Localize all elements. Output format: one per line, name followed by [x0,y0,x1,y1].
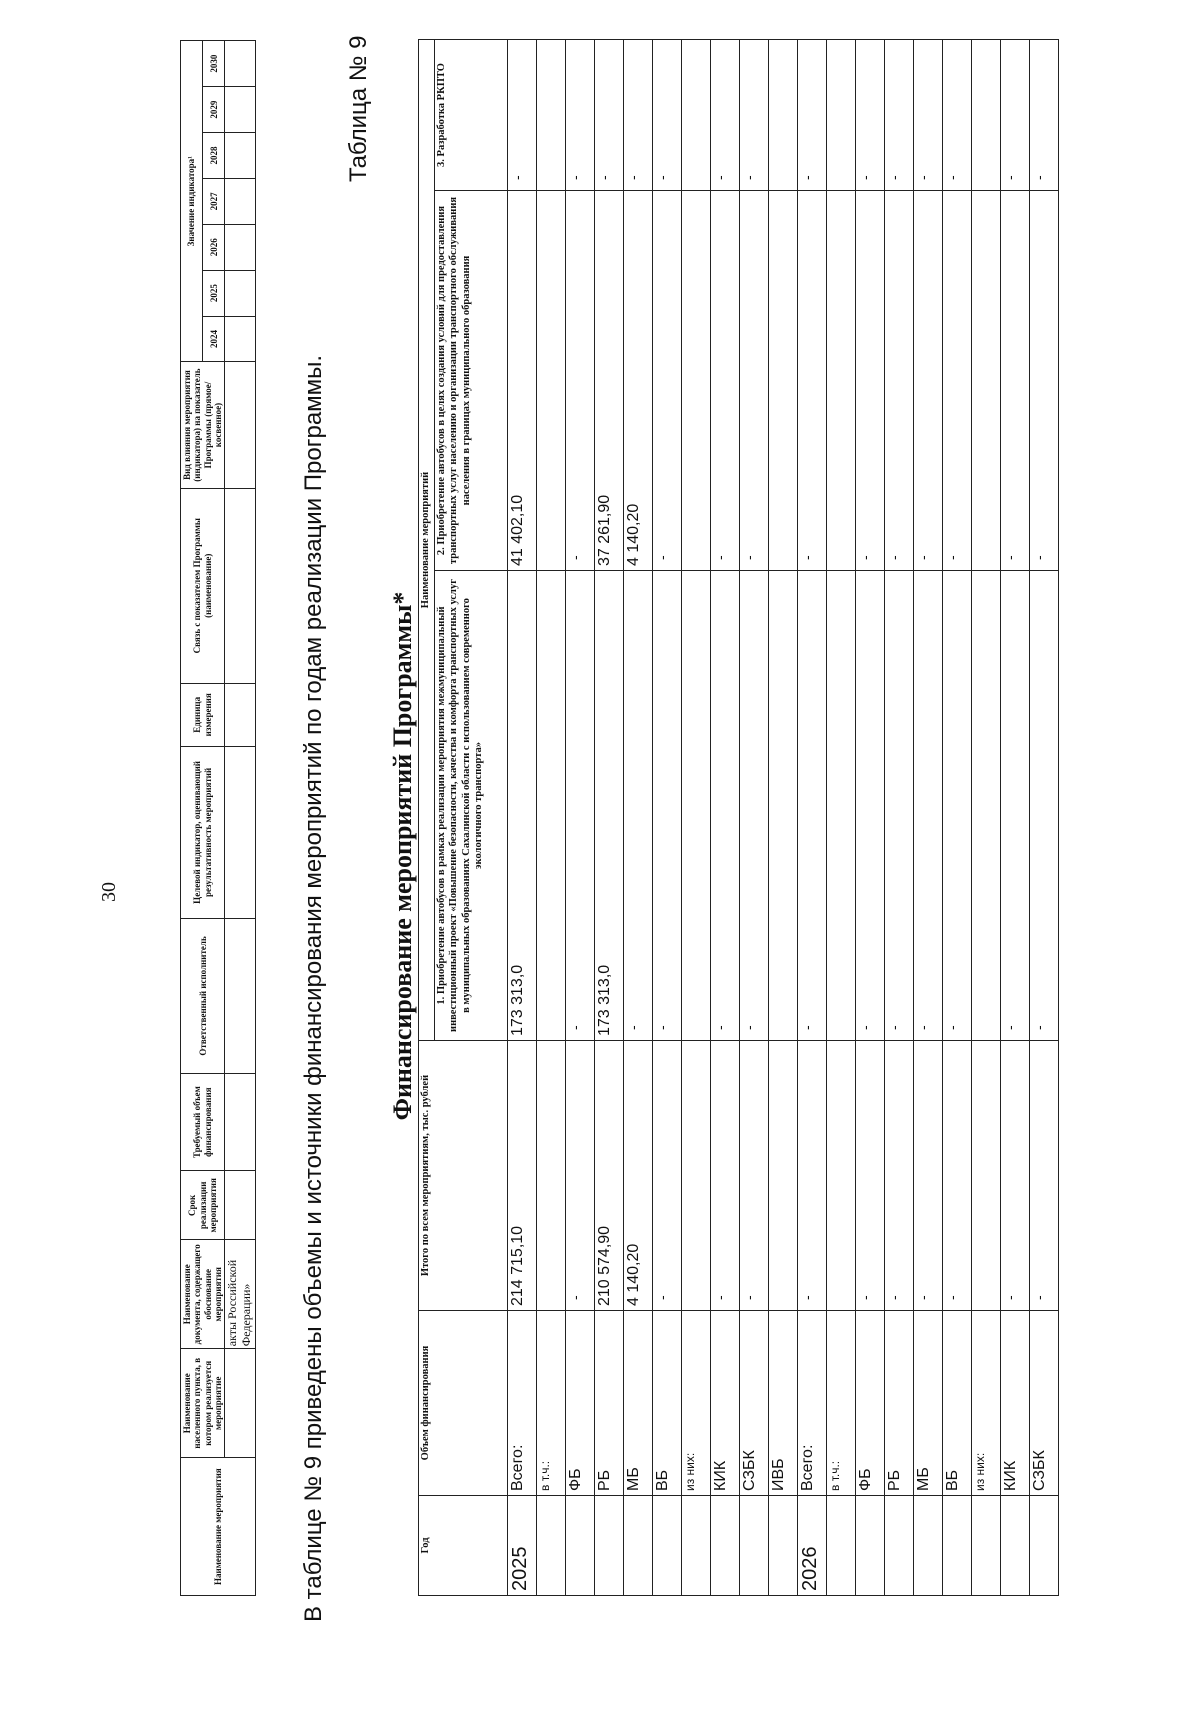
hdr-document: Наименование документа, содержащего обоснование мероприятия [181,1240,225,1349]
source-cell: из них: [681,1311,710,1496]
table-row [565,40,594,1596]
table-row [739,40,768,1596]
event1-cell [536,571,565,1041]
event3-cell: - [913,40,942,191]
total-cell: - [1000,1041,1029,1311]
event3-cell: - [594,40,623,191]
year-cell [971,1496,1000,1596]
total-cell: - [565,1041,594,1311]
event2-cell [681,191,710,571]
total-cell: - [942,1041,971,1311]
financing-table [418,39,1059,1596]
event3-cell: - [797,40,826,191]
event1-cell [826,571,855,1041]
event1-cell: - [652,571,681,1041]
event2-cell: - [710,191,739,571]
hdr-year: 2025 [203,270,225,316]
event1-cell [971,571,1000,1041]
year-cell [826,1496,855,1596]
table-row [536,40,565,1596]
hdr-year: 2027 [203,178,225,224]
event2-cell [971,191,1000,571]
source-cell: ФБ [855,1311,884,1496]
hdr-events: Наименование мероприятий [419,40,435,1041]
indicator-table [180,40,256,1596]
hdr-year: 2028 [203,133,225,179]
source-cell: ВБ [942,1311,971,1496]
total-cell [681,1041,710,1311]
year-cell [1029,1496,1058,1596]
event2-cell: - [884,191,913,571]
hdr-volume: Объем финансирования [419,1311,508,1496]
event3-cell: - [855,40,884,191]
event2-cell: 4 140,20 [623,191,652,571]
source-cell: СЗБК [1029,1311,1058,1496]
event2-cell: - [797,191,826,571]
event1-cell: - [797,571,826,1041]
hdr-executor: Ответственный исполнитель [181,918,225,1073]
total-cell: - [1029,1041,1058,1311]
year-cell [681,1496,710,1596]
event1-cell: - [739,571,768,1041]
table-row [884,40,913,1596]
table-row [1029,40,1058,1596]
hdr-event-name: Наименование мероприятия [181,1458,256,1596]
event3-cell [536,40,565,191]
event3-cell: - [884,40,913,191]
hdr-year: 2026 [203,224,225,270]
table-row [710,40,739,1596]
event2-cell: 41 402,10 [507,191,536,571]
event1-cell: - [565,571,594,1041]
total-cell [971,1041,1000,1311]
source-cell: ИВБ [768,1311,797,1496]
hdr-financing-volume: Требуемый объем финансирования [181,1073,225,1171]
year-cell [942,1496,971,1596]
table-row [681,40,710,1596]
table-row [623,40,652,1596]
source-cell: в т.ч.: [826,1311,855,1496]
event2-cell [768,191,797,571]
indicator-header-row [181,41,203,1596]
year-cell [623,1496,652,1596]
event2-cell: - [1029,191,1058,571]
event1-cell [681,571,710,1041]
event3-cell: - [1029,40,1058,191]
event1-cell: - [884,571,913,1041]
source-cell: РБ [884,1311,913,1496]
year-cell [855,1496,884,1596]
event1-cell: 173 313,0 [507,571,536,1041]
table-row [797,40,826,1596]
event2-cell [826,191,855,571]
source-cell: ВБ [652,1311,681,1496]
hdr-unit: Единица измерения [181,683,225,746]
total-cell: 214 715,10 [507,1041,536,1311]
event1-cell: - [913,571,942,1041]
source-cell: МБ [913,1311,942,1496]
event3-cell: - [1000,40,1029,191]
event3-cell: - [507,40,536,191]
year-cell [594,1496,623,1596]
hdr-program-link: Связь с показателем Программы (наименование) [181,488,225,683]
hdr-total: Итого по всем мероприятиям, тыс. рублей [419,1041,508,1311]
total-cell [536,1041,565,1311]
year-cell [565,1496,594,1596]
event2-cell: - [565,191,594,571]
event3-cell: - [623,40,652,191]
source-cell: КИК [1000,1311,1029,1496]
source-cell: в т.ч.: [536,1311,565,1496]
event3-cell [826,40,855,191]
year-cell [768,1496,797,1596]
event1-cell: - [710,571,739,1041]
hdr-event-1: 1. Приобретение автобусов в рамках реализации мероприятия межмуниципальный инвестиционный проект «Повышение безопасности, качества и комфорта транспортных услуг в муниципальных образованиях Сахалинской области с использованием современного экологичного транспорта» [434,571,507,1041]
table-row [971,40,1000,1596]
year-cell [652,1496,681,1596]
table-row [652,40,681,1596]
source-cell: Всего: [797,1311,826,1496]
event2-cell: - [942,191,971,571]
total-cell: - [652,1041,681,1311]
table-row [768,40,797,1596]
event3-cell [768,40,797,191]
table-label: Таблица № 9 [345,35,372,182]
hdr-settlement: Наименование населенного пункта, в котором реализуется мероприятие [181,1349,225,1458]
event1-cell: - [942,571,971,1041]
total-cell: - [739,1041,768,1311]
event2-cell: - [913,191,942,571]
table-row [913,40,942,1596]
indicator-data-row [225,41,256,1596]
event1-cell: - [1000,571,1029,1041]
event2-cell: - [652,191,681,571]
event3-cell: - [739,40,768,191]
source-cell: КИК [710,1311,739,1496]
table-row [507,40,536,1596]
event1-cell: - [623,571,652,1041]
table-row [1000,40,1029,1596]
year-cell [536,1496,565,1596]
event1-cell: - [855,571,884,1041]
source-cell: из них: [971,1311,1000,1496]
year-cell [913,1496,942,1596]
year-cell [884,1496,913,1596]
hdr-target-indicator: Целевой индикатор, оценивающий результативность мероприятий [181,746,225,918]
year-cell [739,1496,768,1596]
event2-cell: - [1000,191,1029,571]
doc-cell: акты Российской Федерации» [225,1240,256,1349]
source-cell: РБ [594,1311,623,1496]
source-cell: СЗБК [739,1311,768,1496]
event3-cell [681,40,710,191]
event2-cell: - [739,191,768,571]
event1-cell: - [1029,571,1058,1041]
total-cell: - [797,1041,826,1311]
hdr-influence-type: Вид влияния мероприятия (индикатора) на показатель Программы (прямое/косвенное) [181,362,225,488]
event2-cell [536,191,565,571]
table-title: Финансирование мероприятий Программы* [388,591,417,1121]
source-cell: Всего: [507,1311,536,1496]
table-row [942,40,971,1596]
hdr-year: 2024 [203,316,225,362]
intro-paragraph: В таблице № 9 приведены объемы и источники финансирования мероприятий по годам реализации Программы. [300,354,327,1622]
table-row [594,40,623,1596]
table-row [855,40,884,1596]
source-cell: ФБ [565,1311,594,1496]
hdr-event-3: 3. Разработка РКПТО [434,40,507,191]
hdr-year: Год [419,1496,508,1596]
table-row [826,40,855,1596]
page-number: 30 [98,882,120,902]
hdr-indicator-value: Значение индикатора¹ [181,41,203,362]
event3-cell: - [565,40,594,191]
event1-cell: 173 313,0 [594,571,623,1041]
hdr-year: 2029 [203,87,225,133]
total-cell [768,1041,797,1311]
total-cell: - [710,1041,739,1311]
event1-cell [768,571,797,1041]
hdr-event-2: 2. Приобретение автобусов в целях создания условий для предоставления транспортных услуг населению и организации транспортного обслуживания населения в границах муниципального образования [434,191,507,571]
total-cell: - [884,1041,913,1311]
event3-cell: - [942,40,971,191]
event3-cell: - [710,40,739,191]
event3-cell: - [652,40,681,191]
source-cell: МБ [623,1311,652,1496]
event2-cell: 37 261,90 [594,191,623,571]
hdr-year: 2030 [203,41,225,87]
fin-body [507,40,1058,1596]
event2-cell: - [855,191,884,571]
total-cell: 210 574,90 [594,1041,623,1311]
year-cell: 2025 [507,1496,536,1596]
hdr-term: Срок реализации мероприятия [181,1171,225,1240]
year-cell: 2026 [797,1496,826,1596]
total-cell [826,1041,855,1311]
event3-cell [971,40,1000,191]
fin-header-row [419,40,435,1596]
total-cell: - [855,1041,884,1311]
year-cell [710,1496,739,1596]
total-cell: 4 140,20 [623,1041,652,1311]
total-cell: - [913,1041,942,1311]
year-cell [1000,1496,1029,1596]
